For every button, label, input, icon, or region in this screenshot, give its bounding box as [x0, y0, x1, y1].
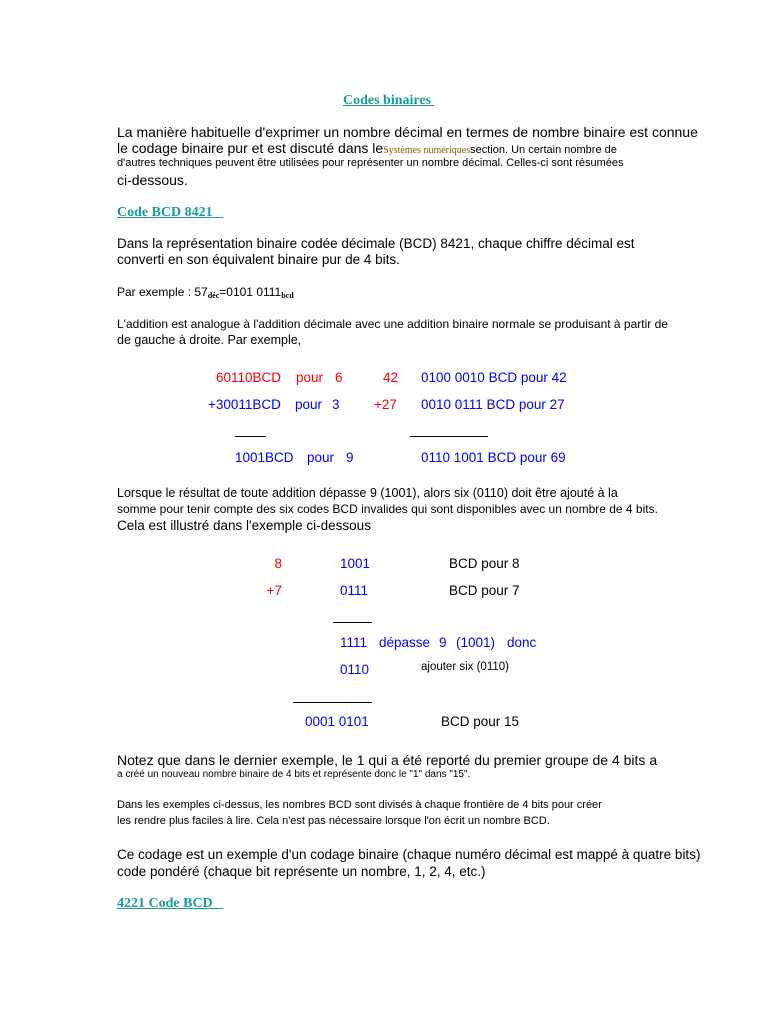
- bcd-example-line: Par exemple : $57_{déc}=0101$ $0111_{bcd}$: [117, 285, 294, 300]
- ex1-r1-result: 0100 0010 BCD pour 42: [421, 370, 567, 385]
- split-note-line-2: les rendre plus faciles à lire. Cela n'est pas nécessaire lorsque l'on écrit un nombre BCD.: [117, 815, 550, 827]
- overflow-line-2: somme pour tenir compte des six codes BCD invalides qui sont disponibles avec un nombre de 4 bits.: [117, 502, 658, 516]
- ex2-r5-label: BCD pour 15: [441, 714, 520, 729]
- ex1-r2-pour: pour: [295, 397, 323, 412]
- ex1-r2-result: 0010 0111 BCD pour 27: [421, 397, 565, 412]
- ex2-r4-bin: 0110: [340, 662, 370, 677]
- bcd-desc-line-1: Dans la représentation binaire codée décimale (BCD) 8421, chaque chiffre décimal est: [117, 236, 635, 251]
- ex2-r4-label: ajouter six (0110): [421, 661, 509, 673]
- ex1-r2-num: 3: [332, 397, 340, 412]
- ex2-r2-bin: 0111: [340, 583, 369, 598]
- section-heading-4221[interactable]: 4221 Code BCD: [117, 896, 213, 911]
- ex1-sum-line-left: [235, 436, 266, 437]
- ex2-r3-w1: dépasse: [379, 635, 431, 650]
- overflow-line-3: Cela est illustré dans l'exemple ci-dessous: [117, 518, 371, 533]
- ex2-sum-line-2: [293, 702, 372, 703]
- bcd-desc-line-2: converti en son équivalent binaire pur de 4 bits.: [117, 252, 400, 267]
- ex1-r2-dec: +27: [374, 397, 397, 412]
- ex1-r1-bcd: 60110BCD: [216, 370, 282, 385]
- weighted-line-1: Ce codage est un exemple d'un codage binaire (chaque numéro décimal est mappé à quatre bits): [117, 847, 701, 862]
- ex2-sum-line-1: [333, 622, 372, 623]
- ex2-r5-bin: 0001 0101: [305, 714, 369, 729]
- split-note-line-1: Dans les exemples ci-dessus, les nombres BCD sont divisés à chaque frontière de 4 bits pour créer: [117, 799, 602, 811]
- ex1-r1-num: 6: [335, 370, 343, 385]
- weighted-line-2: code pondéré (chaque bit représente un nombre, 1, 2, 4, etc.): [117, 864, 486, 879]
- ex2-r2-label: BCD pour 7: [449, 583, 520, 598]
- section-heading-bcd-8421[interactable]: Code BCD 8421: [117, 205, 213, 220]
- ex1-r3-num: 9: [346, 450, 354, 465]
- ex1-r3-result: 0110 1001 BCD pour 69: [421, 450, 566, 465]
- addition-line-2: de gauche à droite. Par exemple,: [117, 333, 302, 347]
- ex1-r1-pour: pour: [296, 370, 324, 385]
- ex2-r3-w4: donc: [507, 635, 537, 650]
- ex2-r1-dec: 8: [274, 556, 282, 571]
- ex2-r2-dec: +7: [266, 583, 282, 598]
- addition-line-1: L'addition est analogue à l'addition décimale avec une addition binaire normale se produisant à partir de: [117, 317, 668, 331]
- note-line-1: Notez que dans le dernier exemple, le 1 qui a été reporté du premier groupe de 4 bits a: [117, 752, 658, 768]
- ex2-r3-w3: (1001): [456, 635, 496, 650]
- ex1-sum-line-right: [410, 436, 488, 437]
- intro-line-3: d'autres techniques peuvent être utilisées pour représenter un nombre décimal. Celles-ci sont résumées: [117, 157, 624, 169]
- ex1-r2-bcd: +30011BCD: [208, 397, 281, 412]
- overflow-line-1: Lorsque le résultat de toute addition dépasse 9 (1001), alors six (0110) doit être ajouté à la: [117, 486, 618, 500]
- ex1-r3-pour: pour: [307, 450, 335, 465]
- ex1-r3-bcd: 1001BCD: [235, 450, 294, 465]
- ex2-r1-label: BCD pour 8: [449, 556, 520, 571]
- ex2-r3-w2: 9: [439, 635, 447, 650]
- page-title[interactable]: Codes binaires: [343, 93, 432, 108]
- ex1-r1-dec: 42: [383, 370, 399, 385]
- note-line-2: a créé un nouveau nombre binaire de 4 bits et représente donc le "1" dans "15".: [117, 769, 471, 780]
- intro-line-1: La manière habituelle d'exprimer un nombre décimal en termes de nombre binaire est connue: [117, 124, 698, 140]
- intro-line-4: ci-dessous.: [117, 172, 188, 188]
- ex2-r1-bin: 1001: [340, 556, 371, 571]
- intro-line-2: le codage binaire pur et est discuté dans leSystèmes numériquessection. Un certain nombre de: [117, 140, 617, 156]
- ex2-r3-bin: 1111: [340, 635, 368, 650]
- systemes-numeriques-link[interactable]: Systèmes numériques: [383, 145, 471, 156]
